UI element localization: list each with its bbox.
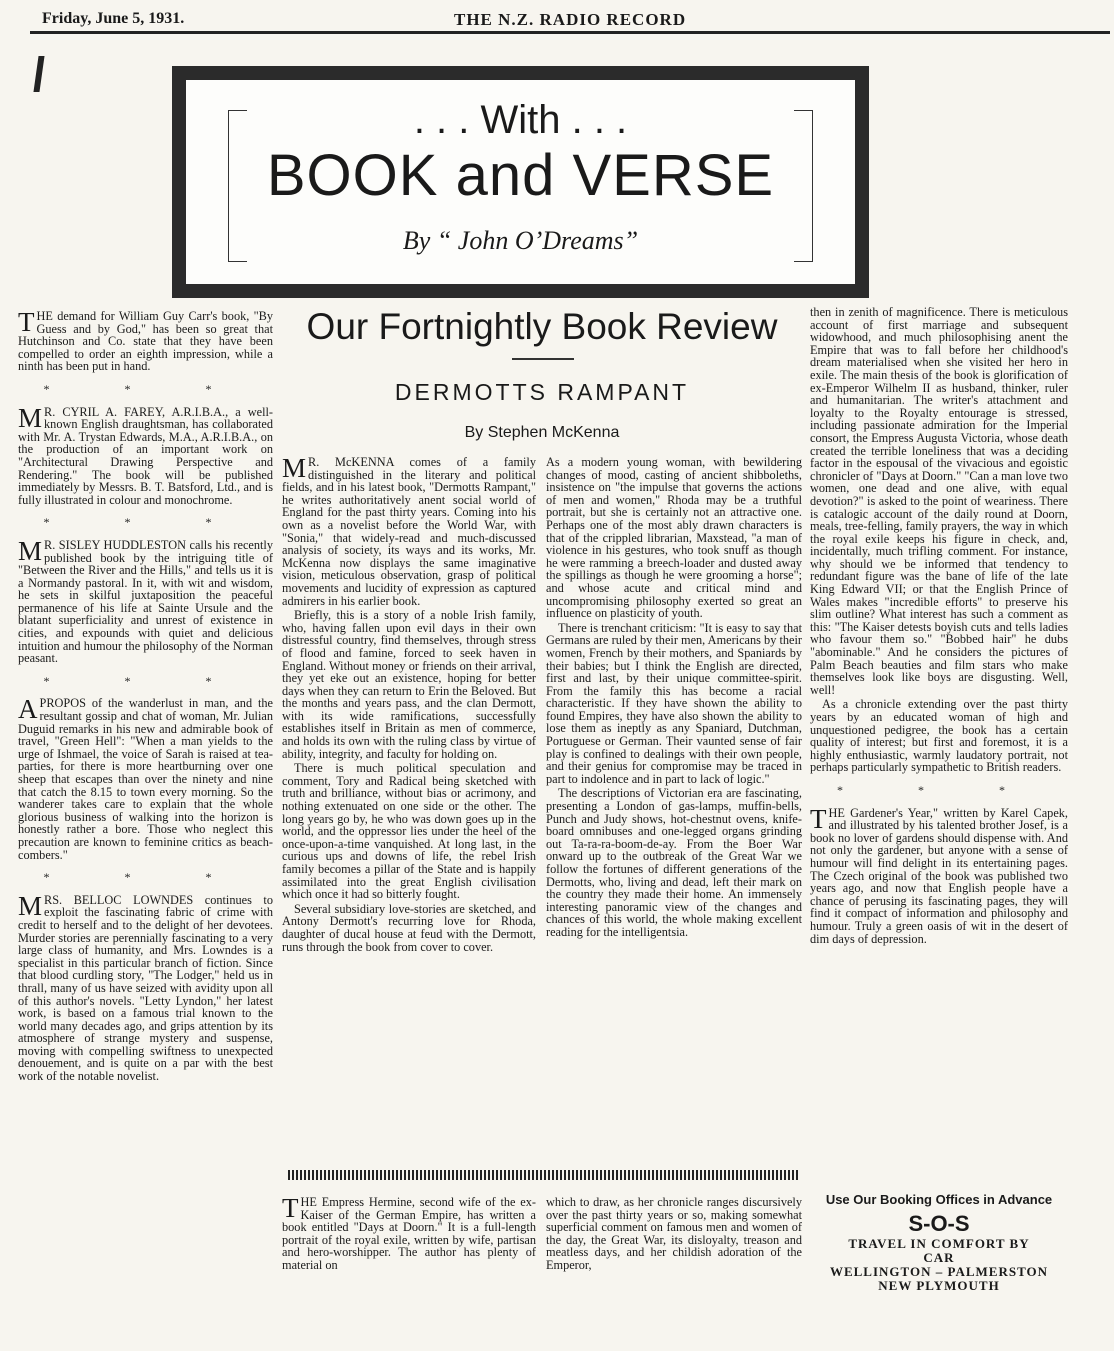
banner-title: BOOK and VERSE: [266, 143, 775, 208]
paragraph-text: R. SISLEY HUDDLESTON calls his recently published book by the intriguing title of "Between the River and the Hills," and tells us it is a Normandy pastoral. In it, with wit and wisdom, he sets in skilful juxtaposition the peaceful permanence of his life at Sainte Ursule and the blatant superficiality and unrest of existence in cities, and expounds with quiet and delicious intuition and humour the philosophy of the Norman peasant.: [18, 537, 273, 666]
review-paragraph: [282, 1193, 536, 1272]
review-paragraph: Several subsidiary love-stories are sketched, and Antony Dermott's recurring love for Rhoda, daughter of ducal house at feud with the Dermott, runs through the book from cover to cover.: [282, 901, 536, 954]
ornamental-rule: [288, 1170, 798, 1180]
paragraph-text: HE Empress Hermine, second wife of the ex-Kaiser of the German Empire, has written a book entitled "Days at Doorn." It is a full-length portrait of the royal exile, written by wife, partisan and hero-worshipper. The author has plenty of material on: [282, 1195, 536, 1272]
paragraph-text: R. McKENNA comes of a family distinguished in the literary and political fields, and in his latest book, "Dermotts Rampant," he writes authoritatively anent social world of England for the past thirty years. Coming into his own as a novelist before the World War, with "Sonia," that widely-read and much-discussed analysis of society, its ways and its works, Mr. McKenna now displays the same imaginative vision, meticulous observation, grasp of political movements and lucidity of expression as captured admirers in his earlier book.: [282, 455, 536, 608]
star-separator: * * *: [837, 782, 1041, 797]
news-paragraph: [18, 694, 273, 862]
paragraph-text: HE Gardener's Year," written by Karel Capek, and illustrated by his talented brother Josef, is a book no lover of gardens should dispense with. And not only the gardener, but anyone with a sense of humour will find delight in its entertaining pages. The Czech original of the book was published two years ago, and now that English people have a chance of perusing its fascinating pages, they will find it compact of information and philosophy and humour. Truly a green oasis of wit in the desert of dim days of depression.: [810, 805, 1068, 946]
drop-cap: T: [282, 1193, 299, 1223]
review-column-1: [282, 453, 536, 955]
banner-with: . . . With . . .: [413, 98, 628, 142]
review-author: By Stephen McKenna: [464, 424, 620, 441]
paragraph-text: HE demand for William Guy Carr's book, "By Guess and by God," has been so great that Hutchinson and Co. state that they have been compelled to order an eighth impression, while a ninth has been put in hand.: [18, 309, 273, 374]
advertisement: [810, 1192, 1068, 1293]
news-paragraph: [810, 803, 1068, 946]
news-paragraph: [18, 307, 273, 374]
drop-cap: M: [18, 535, 43, 566]
news-paragraph: As a chronicle extending over the past thirty years by an educated woman of high and unquestioned pedigree, the book has a certain quality of interest; but first and foremost, it is a highly enthusiastic, warmly laudatory portrait, not perhaps particularly sympathetic to British readers.: [810, 697, 1068, 775]
review-paragraph: There is much political speculation and comment, Tory and Radical being sketched with truth and brilliance, without bias or acrimony, and nothing extenuated on one side or the other. The long years go by, he who was down goes up in the world, and the oppressor lies under the heel of the once-upon-a-time vanquished. At long last, in the curious ups and downs of life, the rebel Irish family becomes a pillar of the State and is happily assimilated into the great English civilisation which once it had so bitterly fought.: [282, 761, 536, 902]
review-paragraph: which to draw, as her chronicle ranges discursively over the past thirty years or so, making somewhat superficial comment on famous men and women of the day, the Great War, its disloyalty, treason and meatless days, and her childish adoration of the Emperor,: [546, 1195, 802, 1272]
drop-cap: A: [18, 694, 38, 725]
right-column: [810, 306, 1068, 947]
ad-booking-line: Use Our Booking Offices in Advance: [825, 1192, 1053, 1207]
ad-travel-line: TRAVEL IN COMFORT BY: [848, 1236, 1030, 1251]
banner-byline: By “ John O’Dreams”: [402, 226, 639, 255]
review-paragraph: As a modern young woman, with bewildering changes of mood, casting of ancient shibboleths, insistence on "the impulse that governs the actions of men and women," Rhoda may be a truthful portrait, but she is certainly not an attractive one. Perhaps one of the most ably drawn characters is that of the crippled librarian, Maxstead, "a man of violence in his gestures, who took snuff as though he were ramming a breech-loader and dusted away the spillings as though he were grooming a horse"; and whose acute and critical mind and uncompromising philosophy exerted so great an influence on plasticity of youth.: [546, 455, 802, 621]
banner-panel: [186, 80, 855, 284]
margin-mark: [33, 56, 44, 92]
section-banner: [172, 66, 869, 298]
star-separator: * * *: [43, 870, 248, 885]
news-paragraph: then in zenith of magnificence. There is meticulous account of first marriage and subsequent widowhood, and much philosophising anent the Empire that was to fall before her childhood's dream materialised when she visited her hero in exile. The main thesis of the book is glorification of ex-Emperor Wilhelm II as husband, thinker, ruler and humanitarian. The writer's attachment and loyalty to the Royalty entourage is stressed, including passionate admiration for the Imperial consort, the Empress Augusta Victoria, whose death created the terrible loneliness that was a deciding factor in the espousal of the vivacious and egoistic chronicler of "Days at Doorn." "Can a man love two women, one dead and one alive, with equal devotion?" is asked to the point of weariness. There is catalogic account of the daily round at Doorn, meals, tree-felling, family prayers, the way in which the royal exile keeps his figure in check, and, incidentally, much trifling comment. For instance, why should we be informed that tendency to redundant figure was the bane of life of the late King Edward VII; or that the English Prince of Wales makes "incredible efforts" to preserve his slim outline? What interest has such a comment as this: "The Kaiser detests boyish cuts and tells ladies who favour them so." "Bobbed hair" he dubs "abominable." And he considers the pictures of Palm Beach beauties and film stars who make themselves look like boys are disgusting. Well, well!: [810, 305, 1068, 697]
publication-name: THE N.Z. RADIO RECORD: [454, 10, 687, 29]
paragraph-text: RS. BELLOC LOWNDES continues to exploit the fascinating fabric of crime with credit to herself and to the delight of her devotees. Murder stories are perennially fascinating to a very large class of humanity, and Mrs. Lowndes is a specialist in this particular branch of fiction. Since that blood curdling story, "The Lodger," held us in thrall, many of us have seized with avidity upon all of this author's novels. "Letty Lyndon," her latest work, is based on a famous trial known to the world many decades ago, and grips attention by its atmosphere of strange mystery and suspense, moving with compelling swiftness to unexpected denouement, and is quite on a par with the best work of the notable novelist.: [18, 892, 273, 1084]
drop-cap: M: [18, 402, 43, 433]
ad-destination-line: NEW PLYMOUTH: [878, 1278, 1000, 1293]
ad-route-line: WELLINGTON – PALMERSTON: [829, 1264, 1049, 1279]
drop-cap: T: [18, 307, 35, 337]
paragraph-text: PROPOS of the wanderlust in man, and the resultant gossip and chat of woman, Mr. Julian Duguid remarks in his new and admirable book of travel, "Green Hell": "When a man yields to the urge of Ishmael, the voice of Sarah is raised at tea-parties, for there is more heartburning over one sheep that escapes than over the ninety and nine that catch the 8.15 to town every morning. So the wanderer takes care to explain that the whole glorious business of walking into the horizon is honestly rather a bore. Those who neglect this precaution are known to feminine critics as beach-combers.": [18, 696, 273, 862]
running-header: [42, 8, 1094, 32]
review-column-2-lower: [546, 1196, 802, 1274]
review-column-1-lower: [282, 1193, 536, 1274]
review-paragraph: Briefly, this is a story of a noble Irish family, who, having fallen upon evil days in their own distressful country, find themselves, through stress of flood and famine, forced to seek haven in England. Without money or friends on their arrival, they yet eke out an existence, hoping for better days when they can return to Erin the Beloved. But the months and years pass, and the clan Dermott, with its wide ramifications, successfully establishes itself in Britain as men of commerce, and holds its own with the ruling class by virtue of ability, integrity, and faculty for holding on.: [282, 608, 536, 761]
review-paragraph: [282, 453, 536, 608]
drop-cap: M: [282, 453, 307, 483]
news-paragraph: [18, 535, 273, 666]
review-rule: [512, 358, 574, 360]
review-column-2: [546, 456, 802, 941]
review-paragraph: There is trenchant criticism: "It is easy to say that Germans are ruled by their men, Americans by their women, French by their mothers, and Spaniards by their babies; but I think the English are directed, first and last, by their unique committee-spirit. From the family this has become a racial characteristic. If they have shown the ability to found Empires, they have also shown the ability to lose them as ineptly as any Spaniard, Dutchman, Portuguese or German. Their vaunted sense of fair play is confined to dealings with their own people, and their genius for compromise may be traced in part to indolence and in part to lack of logic.": [546, 620, 802, 786]
issue-date: Friday, June 5, 1931.: [42, 10, 185, 27]
ad-sos: S-O-S: [908, 1211, 970, 1236]
news-paragraph: [18, 402, 273, 507]
drop-cap: T: [810, 803, 827, 834]
star-separator: * * *: [43, 381, 248, 396]
star-separator: * * *: [43, 673, 248, 688]
ad-car-line: CAR: [923, 1250, 955, 1265]
left-column: [18, 307, 273, 1085]
review-title: Our Fortnightly Book Review: [306, 306, 778, 347]
header-rule: [30, 31, 1110, 34]
star-separator: * * *: [43, 515, 248, 530]
paragraph-text: R. CYRIL A. FAREY, A.R.I.B.A., a well-known English draughtsman, has collaborated with Mr. A. Trystan Edwards, M.A., A.R.I.B.A., on the production of an important work on "Architectural Drawing Perspective and Rendering." The book will be published immediately by Messrs. B. T. Batsford, Ltd., and is fully illustrated in colour and monochrome.: [18, 404, 273, 507]
drop-cap: M: [18, 890, 43, 921]
review-paragraph: The descriptions of Victorian era are fascinating, presenting a London of gas-lamps, muffin-bells, Punch and Judy shows, hot-chestnut ovens, knife-board omnibuses and one-legged organs grinding out Ta-ra-ra-boom-de-ay. From the Boer War onward up to the outbreak of the Great War we follow the fortunes of different generations of the Dermotts, who, living and dead, left their mark on the country they made their home. An immensely interesting panoramic view of the changes and chances of this world, the whole making excellent reading for the intelligentsia.: [546, 786, 802, 939]
review-book-title: DERMOTTS RAMPANT: [394, 379, 690, 405]
news-paragraph: [18, 890, 273, 1084]
